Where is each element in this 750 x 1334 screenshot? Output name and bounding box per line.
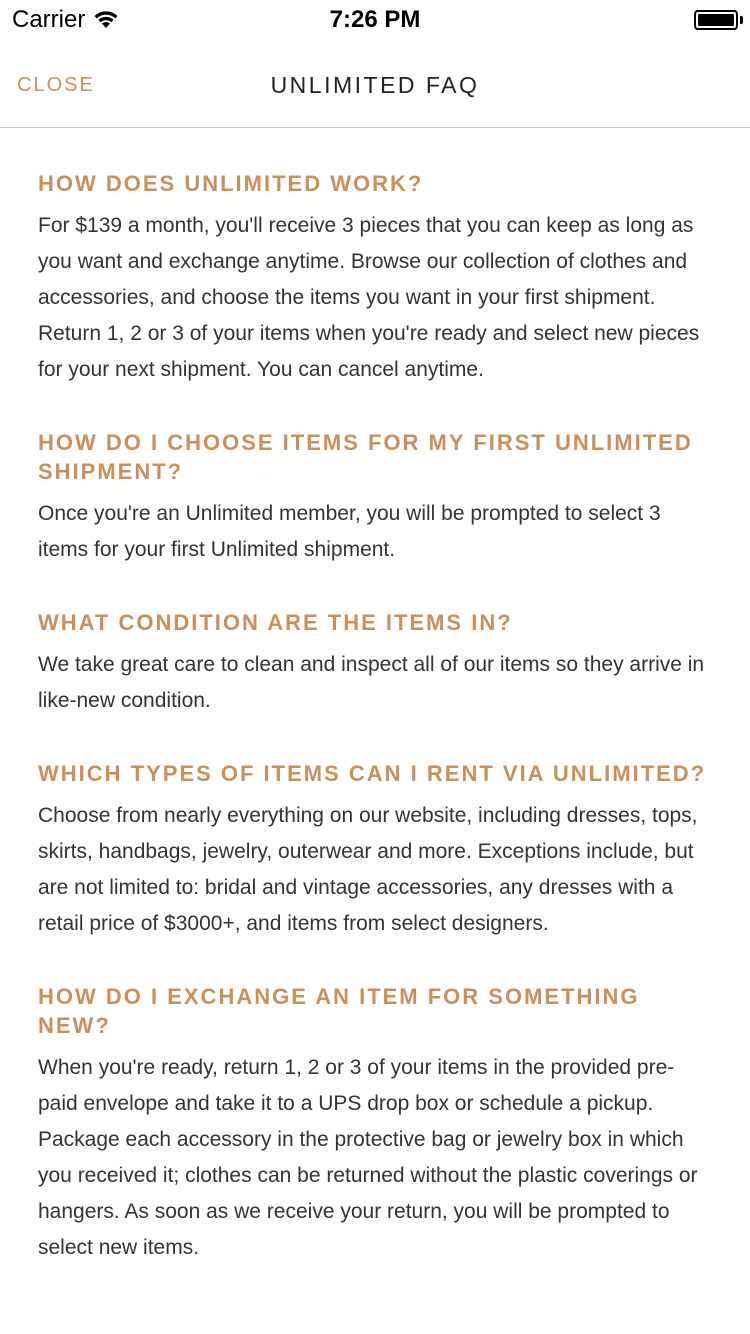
faq-answer: When you're ready, return 1, 2 or 3 of your items in the provided pre-paid envelope and take it to a UPS drop box or schedule a pickup. Package each accessory in the protective bag or jewelry box in which you received it; clothes can be returned without the plastic coverings or hangers. As soon as we receive your return, you will be prompted to select new items. [38,1056,698,1259]
faq-content[interactable] [0,128,750,1334]
status-bar [0,0,750,40]
faq-item [38,759,712,942]
faq-question: HOW DOES UNLIMITED WORK? [38,171,424,196]
faq-question: HOW DO I CHOOSE ITEMS FOR MY FIRST UNLIMITED SHIPMENT? [38,430,693,484]
clock: 7:26 PM [329,6,421,33]
faq-question: WHICH TYPES OF ITEMS CAN I RENT VIA UNLIMITED? [38,761,707,786]
faq-item [38,428,712,568]
faq-question: WHAT CONDITION ARE THE ITEMS IN? [38,610,513,635]
faq-item [38,608,712,719]
close-button[interactable]: CLOSE [17,74,95,96]
faq-answer: For $139 a month, you'll receive 3 pieces that you can keep as long as you want and exchange anytime. Browse our collection of clothes and accessories, and choose the items you want in your first shipment. Return 1, 2 or 3 of your items when you're ready and select new pieces for your next shipment. You can cancel anytime. [38,214,700,381]
battery-icon [694,10,738,30]
faq-answer: We take great care to clean and inspect all of our items so they arrive in like-new condition. [38,653,705,712]
faq-item [38,982,712,1266]
faq-item [38,128,712,388]
navigation-bar [0,40,750,128]
carrier-label: Carrier [12,6,86,33]
faq-answer: Choose from nearly everything on our website, including dresses, tops, skirts, handbags, jewelry, outerwear and more. Exceptions include, but are not limited to: bridal and vintage accessories, any dresses with a retail price of $3000+, and items from select designers. [38,804,698,935]
page-title: UNLIMITED FAQ [270,72,480,98]
faq-question: HOW DO I EXCHANGE AN ITEM FOR SOMETHING NEW? [38,984,640,1038]
faq-answer: Once you're an Unlimited member, you will be prompted to select 3 items for your first Unlimited shipment. [38,502,661,561]
